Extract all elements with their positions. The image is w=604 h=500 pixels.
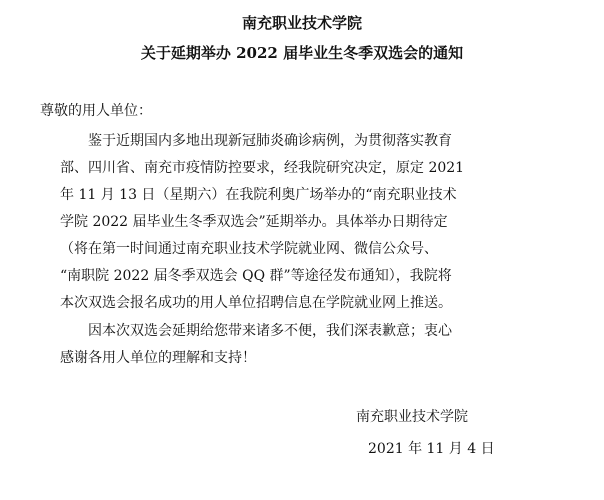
document-title: 关于延期举办 2022 届毕业生冬季双选会的通知 (140, 44, 464, 62)
signature-org: 南充职业技术学院 (356, 409, 468, 425)
paragraph-line: 鉴于近期国内多地出现新冠肺炎确诊病例，为贯彻落实教育 (88, 133, 452, 149)
salutation: 尊敬的用人单位： (40, 103, 152, 119)
signature-date: 2021 年 11 月 4 日 (368, 441, 495, 457)
paragraph-main (60, 128, 550, 317)
paragraph-line: （将在第一时间通过南充职业技术学院就业网、微信公众号、 (60, 241, 438, 257)
paragraph-line: “南职院 2022 届冬季双选会 QQ 群”等途径发布通知），我院将 (60, 268, 452, 284)
paragraph-line: 部、四川省、南充市疫情防控要求，经我院研究决定，原定 2021 (60, 160, 465, 176)
paragraph-line: 因本次双选会延期给您带来诸多不便，我们深表歉意；衷心 (88, 323, 452, 339)
paragraph-apology (60, 318, 550, 372)
paragraph-line: 学院 2022 届毕业生冬季双选会”延期举办。具体举办日期待定 (60, 214, 448, 230)
paragraph-line: 感谢各用人单位的理解和支持！ (60, 350, 256, 366)
paragraph-line: 本次双选会报名成功的用人单位招聘信息在学院就业网上推送。 (60, 295, 452, 311)
paragraph-line: 年 11 月 13 日（星期六）在我院利奥广场举办的“南充职业技术 (60, 187, 457, 203)
document-title-org: 南充职业技术学院 (241, 14, 362, 32)
